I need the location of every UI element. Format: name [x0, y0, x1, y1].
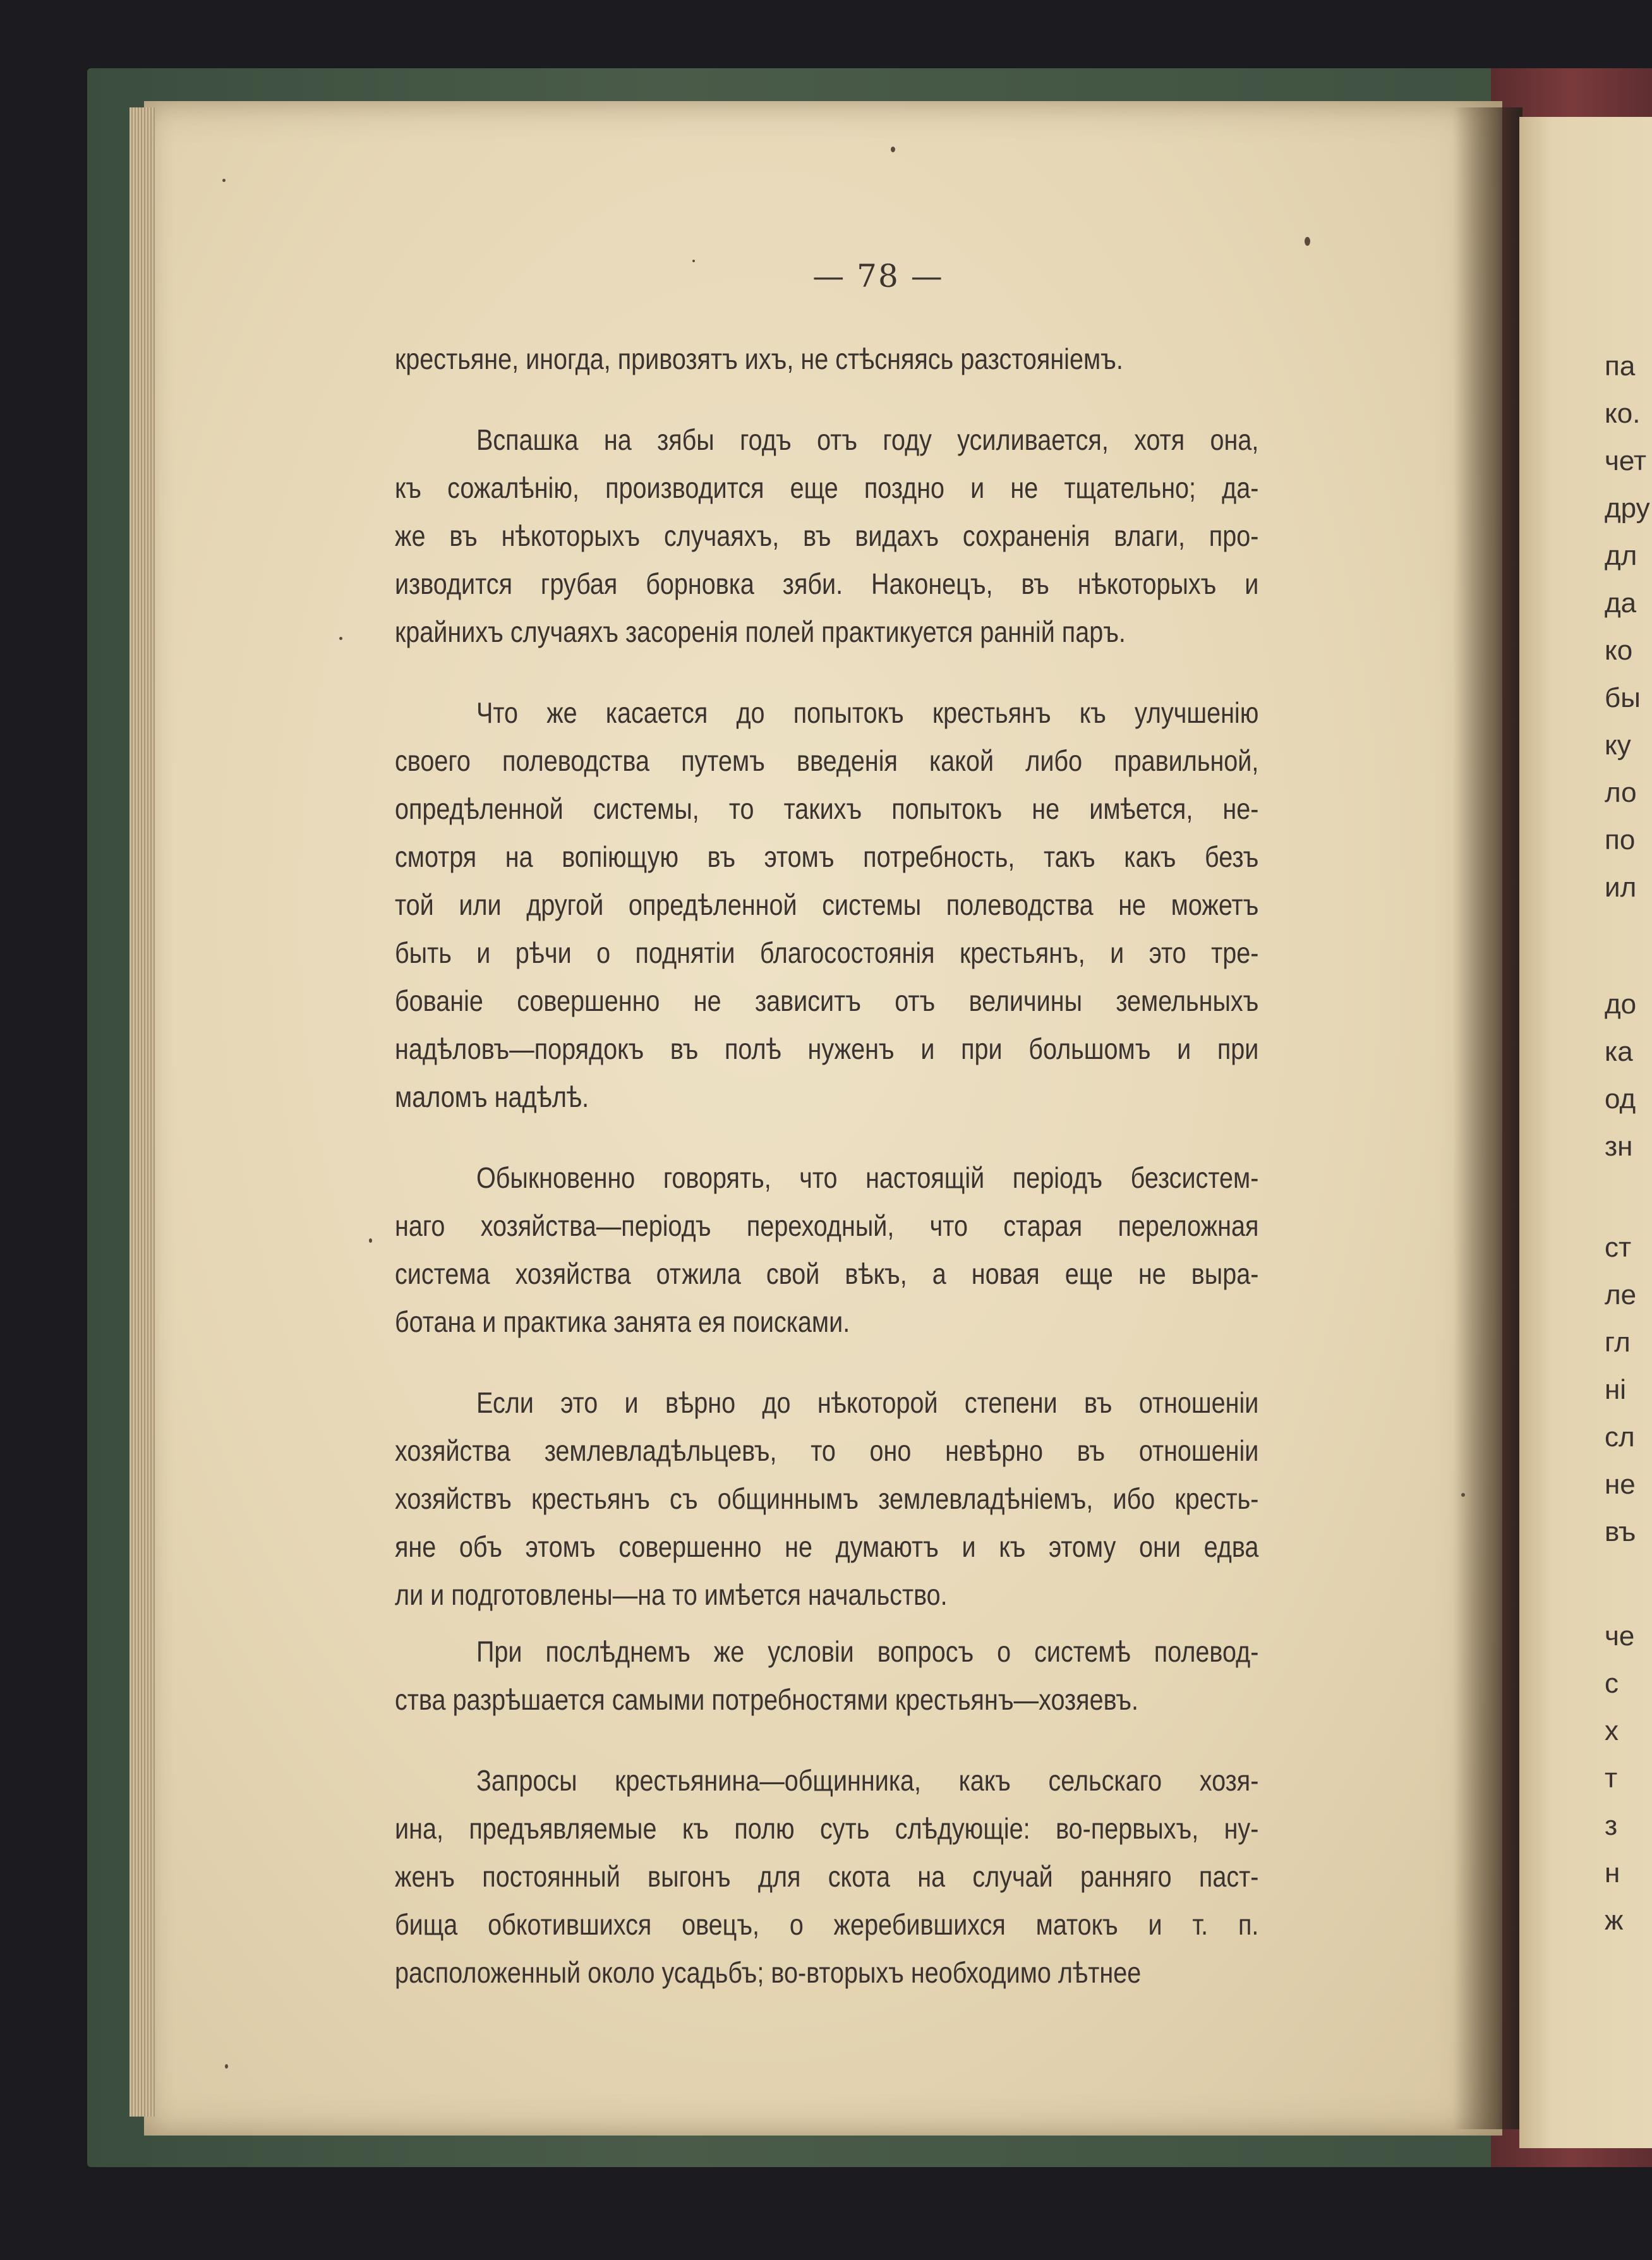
paper-speck	[891, 147, 895, 152]
text-line: Что же касается до попытокъ крестьянъ къ улучшенію	[476, 696, 1259, 729]
paragraph-7	[395, 1756, 1258, 1997]
facing-fragment: ил	[1605, 872, 1637, 903]
text-line: ботана и практика занята ея поисками.	[395, 1305, 850, 1338]
book-gutter	[1453, 107, 1522, 2129]
facing-fragment: да	[1605, 588, 1637, 619]
paragraph-6	[395, 1628, 1258, 1724]
facing-fragment: зн	[1605, 1131, 1633, 1162]
paper-speck	[1305, 237, 1310, 246]
text-line: бованіе совершенно не зависитъ отъ величины земельныхъ	[395, 984, 1259, 1017]
facing-fragment: с	[1605, 1668, 1619, 1699]
text-line: система хозяйства отжила свой вѣкъ, а новая еще не выра-	[395, 1257, 1259, 1290]
text-line: ина, предъявляемые къ полю суть слѣдующіе: во-первыхъ, ну-	[395, 1812, 1259, 1845]
text-line: надѣловъ—порядокъ въ полѣ нуженъ и при большомъ и при	[395, 1032, 1259, 1065]
facing-fragment: че	[1605, 1621, 1635, 1652]
text-line: той или другой опредѣленной системы полеводства не можетъ	[395, 888, 1259, 921]
text-line: быть и рѣчи о поднятіи благосостоянія крестьянъ, и это тре-	[395, 936, 1259, 969]
text-line: опредѣленной системы, то такихъ попытокъ не имѣется, не-	[395, 792, 1259, 825]
facing-fragment: дру	[1605, 493, 1650, 524]
text-line: своего полеводства путемъ введенія какой либо правильной,	[395, 744, 1259, 777]
text-line: бища обкотившихся овецъ, о жеребившихся матокъ и т. п.	[395, 1908, 1259, 1941]
facing-fragment: въ	[1605, 1516, 1636, 1547]
facing-fragment: ні	[1605, 1374, 1627, 1405]
text-line: же въ нѣкоторыхъ случаяхъ, въ видахъ сохраненія влаги, про-	[395, 519, 1259, 552]
facing-fragment: ло	[1605, 777, 1637, 808]
text-line: крайнихъ случаяхъ засоренія полей практикуется ранній паръ.	[395, 615, 1126, 648]
text-line: къ сожалѣнію, производится еще поздно и не тщательно; да-	[395, 471, 1259, 504]
facing-fragment: па	[1605, 351, 1636, 382]
facing-fragment: дл	[1605, 540, 1637, 571]
facing-fragment: не	[1605, 1469, 1636, 1500]
text-line: ства разрѣшается самыми потребностями крестьянъ—хозяевъ.	[395, 1683, 1138, 1716]
text-line: При послѣднемъ же условіи вопросъ о системѣ полевод-	[476, 1635, 1259, 1668]
text-line: Вспашка на зябы годъ отъ году усиливается, хотя она,	[476, 423, 1259, 456]
paragraph-2	[395, 416, 1258, 656]
facing-fragment: ст	[1605, 1232, 1632, 1263]
page-edges	[130, 107, 155, 2117]
text-line: Обыкновенно говорять, что настоящій періодъ безсистем-	[476, 1161, 1259, 1194]
facing-fragment: з	[1605, 1810, 1618, 1841]
paragraph-3	[395, 689, 1258, 1121]
text-line: Если это и вѣрно до нѣкоторой степени въ отношеніи	[476, 1386, 1259, 1419]
facing-fragment: ж	[1605, 1905, 1624, 1936]
page-body-text	[395, 335, 1258, 1997]
text-line: расположенный около усадьбъ; во-вторыхъ необходимо лѣтнее	[395, 1956, 1142, 1989]
text-line: женъ постоянный выгонъ для скота на случай ранняго паст-	[395, 1860, 1259, 1893]
facing-fragment: до	[1605, 989, 1637, 1020]
text-line: Запросы крестьянина—общинника, какъ сельскаго хозя-	[476, 1764, 1259, 1797]
paper-speck	[222, 179, 226, 182]
paragraph-1	[395, 335, 1258, 383]
facing-fragment: бы	[1605, 682, 1641, 713]
facing-fragment: х	[1605, 1715, 1619, 1746]
text-line: ли и подготовлены—на то имѣется начальство.	[395, 1578, 948, 1611]
facing-fragment: од	[1605, 1084, 1636, 1115]
paper-speck	[225, 2064, 228, 2069]
paragraph-4	[395, 1154, 1258, 1346]
facing-fragment: по	[1605, 825, 1636, 855]
facing-fragment: сл	[1605, 1422, 1635, 1453]
text-line: маломъ надѣлѣ.	[395, 1080, 589, 1113]
facing-fragment: чет	[1605, 445, 1647, 476]
paragraph-5	[395, 1379, 1258, 1619]
paper-speck	[369, 1238, 372, 1243]
paper-speck	[1461, 1493, 1465, 1497]
text-line: крестьяне, иногда, привозятъ ихъ, не стѣсняясь разстояніемъ.	[395, 342, 1123, 375]
text-line: хозяйствъ крестьянъ съ общиннымъ землевладѣніемъ, ибо кресть-	[395, 1482, 1259, 1515]
facing-fragment: т	[1605, 1763, 1618, 1794]
facing-fragment: ка	[1605, 1036, 1633, 1067]
text-line: наго хозяйства—періодъ переходный, что старая переложная	[395, 1209, 1259, 1242]
paper-speck	[692, 260, 695, 262]
facing-fragment: н	[1605, 1858, 1620, 1888]
page-number: — 78 —	[812, 258, 944, 294]
facing-fragment: ко	[1605, 635, 1633, 666]
paper-speck	[339, 637, 342, 640]
text-line: изводится грубая борновка зяби. Наконецъ, въ нѣкоторыхъ и	[395, 567, 1259, 600]
facing-fragment: ко.	[1605, 398, 1641, 429]
text-line: хозяйства землевладѣльцевъ, то оно невѣрно въ отношеніи	[395, 1434, 1259, 1467]
text-line: яне объ этомъ совершенно не думаютъ и къ этому они едва	[395, 1530, 1259, 1563]
facing-fragment: ле	[1605, 1279, 1637, 1310]
text-line: смотря на вопіющую въ этомъ потребность, такъ какъ безъ	[395, 840, 1259, 873]
facing-fragment: ку	[1605, 730, 1631, 761]
facing-fragment: гл	[1605, 1327, 1631, 1358]
